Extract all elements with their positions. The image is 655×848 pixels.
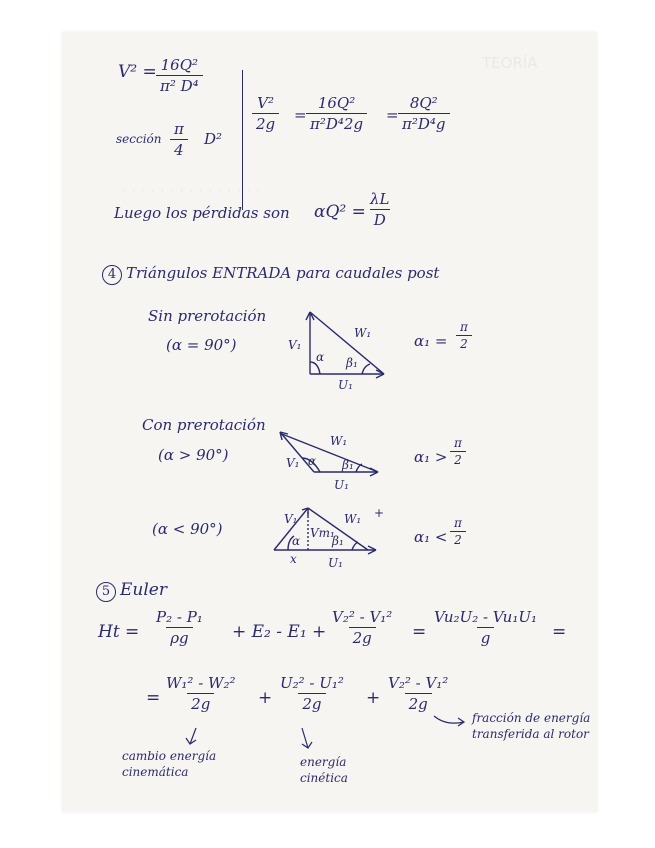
case2-label: Con prerotación <box>142 416 266 434</box>
case1-result-fraction: $\frac{\pi}{2}$ <box>456 320 472 351</box>
case2-condition: (α > 90°) <box>158 446 229 464</box>
euler-peripheral-fraction: $\frac{\text{U₂² - U₁²}}{2g}$ <box>280 674 344 713</box>
note-kinematic-energy: cambio energía cinemática <box>122 749 217 779</box>
note-energy-to-rotor: fracción de energía transferida al rotor <box>472 711 591 741</box>
triangle3-V1: V₁ <box>284 512 298 526</box>
triangle3-vm1: Vm₁ <box>310 526 335 540</box>
euler-energy-terms: + E₂ - E₁ + <box>232 622 327 642</box>
bleed-through-text: TEORÍA <box>482 54 538 72</box>
triangle2-U1: U₁ <box>334 478 349 492</box>
seccion-tail: D² <box>204 130 223 148</box>
triangle2-V1: V₁ <box>286 456 300 470</box>
v2-over-2g: $\frac{\text{V²}}{2g}$ <box>252 94 279 133</box>
case1-condition: (α = 90°) <box>166 336 237 354</box>
triangle2-beta: β₁ <box>342 458 354 472</box>
triangle2-alpha: α <box>308 454 317 468</box>
triangle3-beta: β₁ <box>332 534 344 548</box>
triangle1-beta: β₁ <box>346 356 358 370</box>
annotation-arrows <box>62 32 597 812</box>
euler-pressure-fraction: $\frac{\text{P₂ - P₁}}{\rho g}$ <box>156 608 203 647</box>
case3-result-lhs: α₁ < <box>414 528 448 546</box>
section-number: 5 <box>96 582 116 602</box>
fraction-16q2: $\frac{\text{16Q²}}{\text{π²D⁴2g}}$ <box>306 94 367 133</box>
section5-title: Euler <box>120 580 167 600</box>
case2-result-fraction: $\frac{\pi}{2}$ <box>450 436 466 467</box>
euler-plus-1: + <box>258 688 273 708</box>
triangle1-W1: W₁ <box>354 326 372 340</box>
euler-work-fraction: $\frac{\text{Vu₂U₂ - Vu₁U₁}}{g}$ <box>434 608 538 647</box>
triangle3-W1: W₁ <box>344 512 362 526</box>
triangle2-W1: W₁ <box>330 434 348 448</box>
losses-fraction: $\frac{\lambda L}{D}$ <box>370 190 390 229</box>
equals-sign: = <box>386 106 399 124</box>
triangle3-U1: U₁ <box>328 556 343 570</box>
note-kinetic-energy: energía cinética <box>300 755 348 785</box>
case3-result-fraction: $\frac{\pi}{2}$ <box>450 516 466 547</box>
equals-sign: = <box>294 106 307 124</box>
triangle3-x: x <box>290 552 297 566</box>
case1-label: Sin prerotación <box>148 307 267 325</box>
euler-velocity-fraction: $\frac{\text{V₂² - V₁²}}{2g}$ <box>332 608 393 647</box>
euler-absolute-fraction: $\frac{\text{V₂² - V₁²}}{2g}$ <box>388 674 449 713</box>
euler-equals-end: = <box>552 622 567 642</box>
section4-title: Triángulos ENTRADA para caudales post <box>126 264 440 282</box>
case3-condition: (α < 90°) <box>152 520 223 538</box>
v2-lhs: V² = <box>118 62 157 82</box>
v2-fraction: $\frac{\text{16Q²}}{\text{π² D⁴}}$ <box>156 56 203 95</box>
fraction-8q2: $\frac{\text{8Q²}}{\text{π²D⁴g}}$ <box>398 94 450 133</box>
euler-ht: Ht = <box>98 622 140 642</box>
seccion-label: sección <box>116 132 162 146</box>
euler-line2-equals: = <box>146 688 161 708</box>
notebook-page <box>62 32 597 812</box>
losses-expr: αQ² = <box>314 202 366 222</box>
triangle3-plus: + <box>374 506 385 520</box>
section-number: 4 <box>102 265 122 285</box>
euler-relative-fraction: $\frac{\text{W₁² - W₂²}}{2g}$ <box>166 674 236 713</box>
triangle3-alpha: α <box>292 534 301 548</box>
seccion-fraction: $\frac{\pi}{4}$ <box>170 120 188 159</box>
triangle1-V1: V₁ <box>288 338 302 352</box>
case1-result-lhs: α₁ = <box>414 332 448 350</box>
case2-result-lhs: α₁ > <box>414 448 448 466</box>
euler-equals: = <box>412 622 427 642</box>
triangle1-U1: U₁ <box>338 378 353 392</box>
losses-text: Luego los pérdidas son <box>114 204 290 222</box>
euler-plus-2: + <box>366 688 381 708</box>
bleed-through-text: · · · · · · · · · · · · · · · <box>122 182 261 200</box>
triangle1-alpha: α <box>316 350 325 364</box>
